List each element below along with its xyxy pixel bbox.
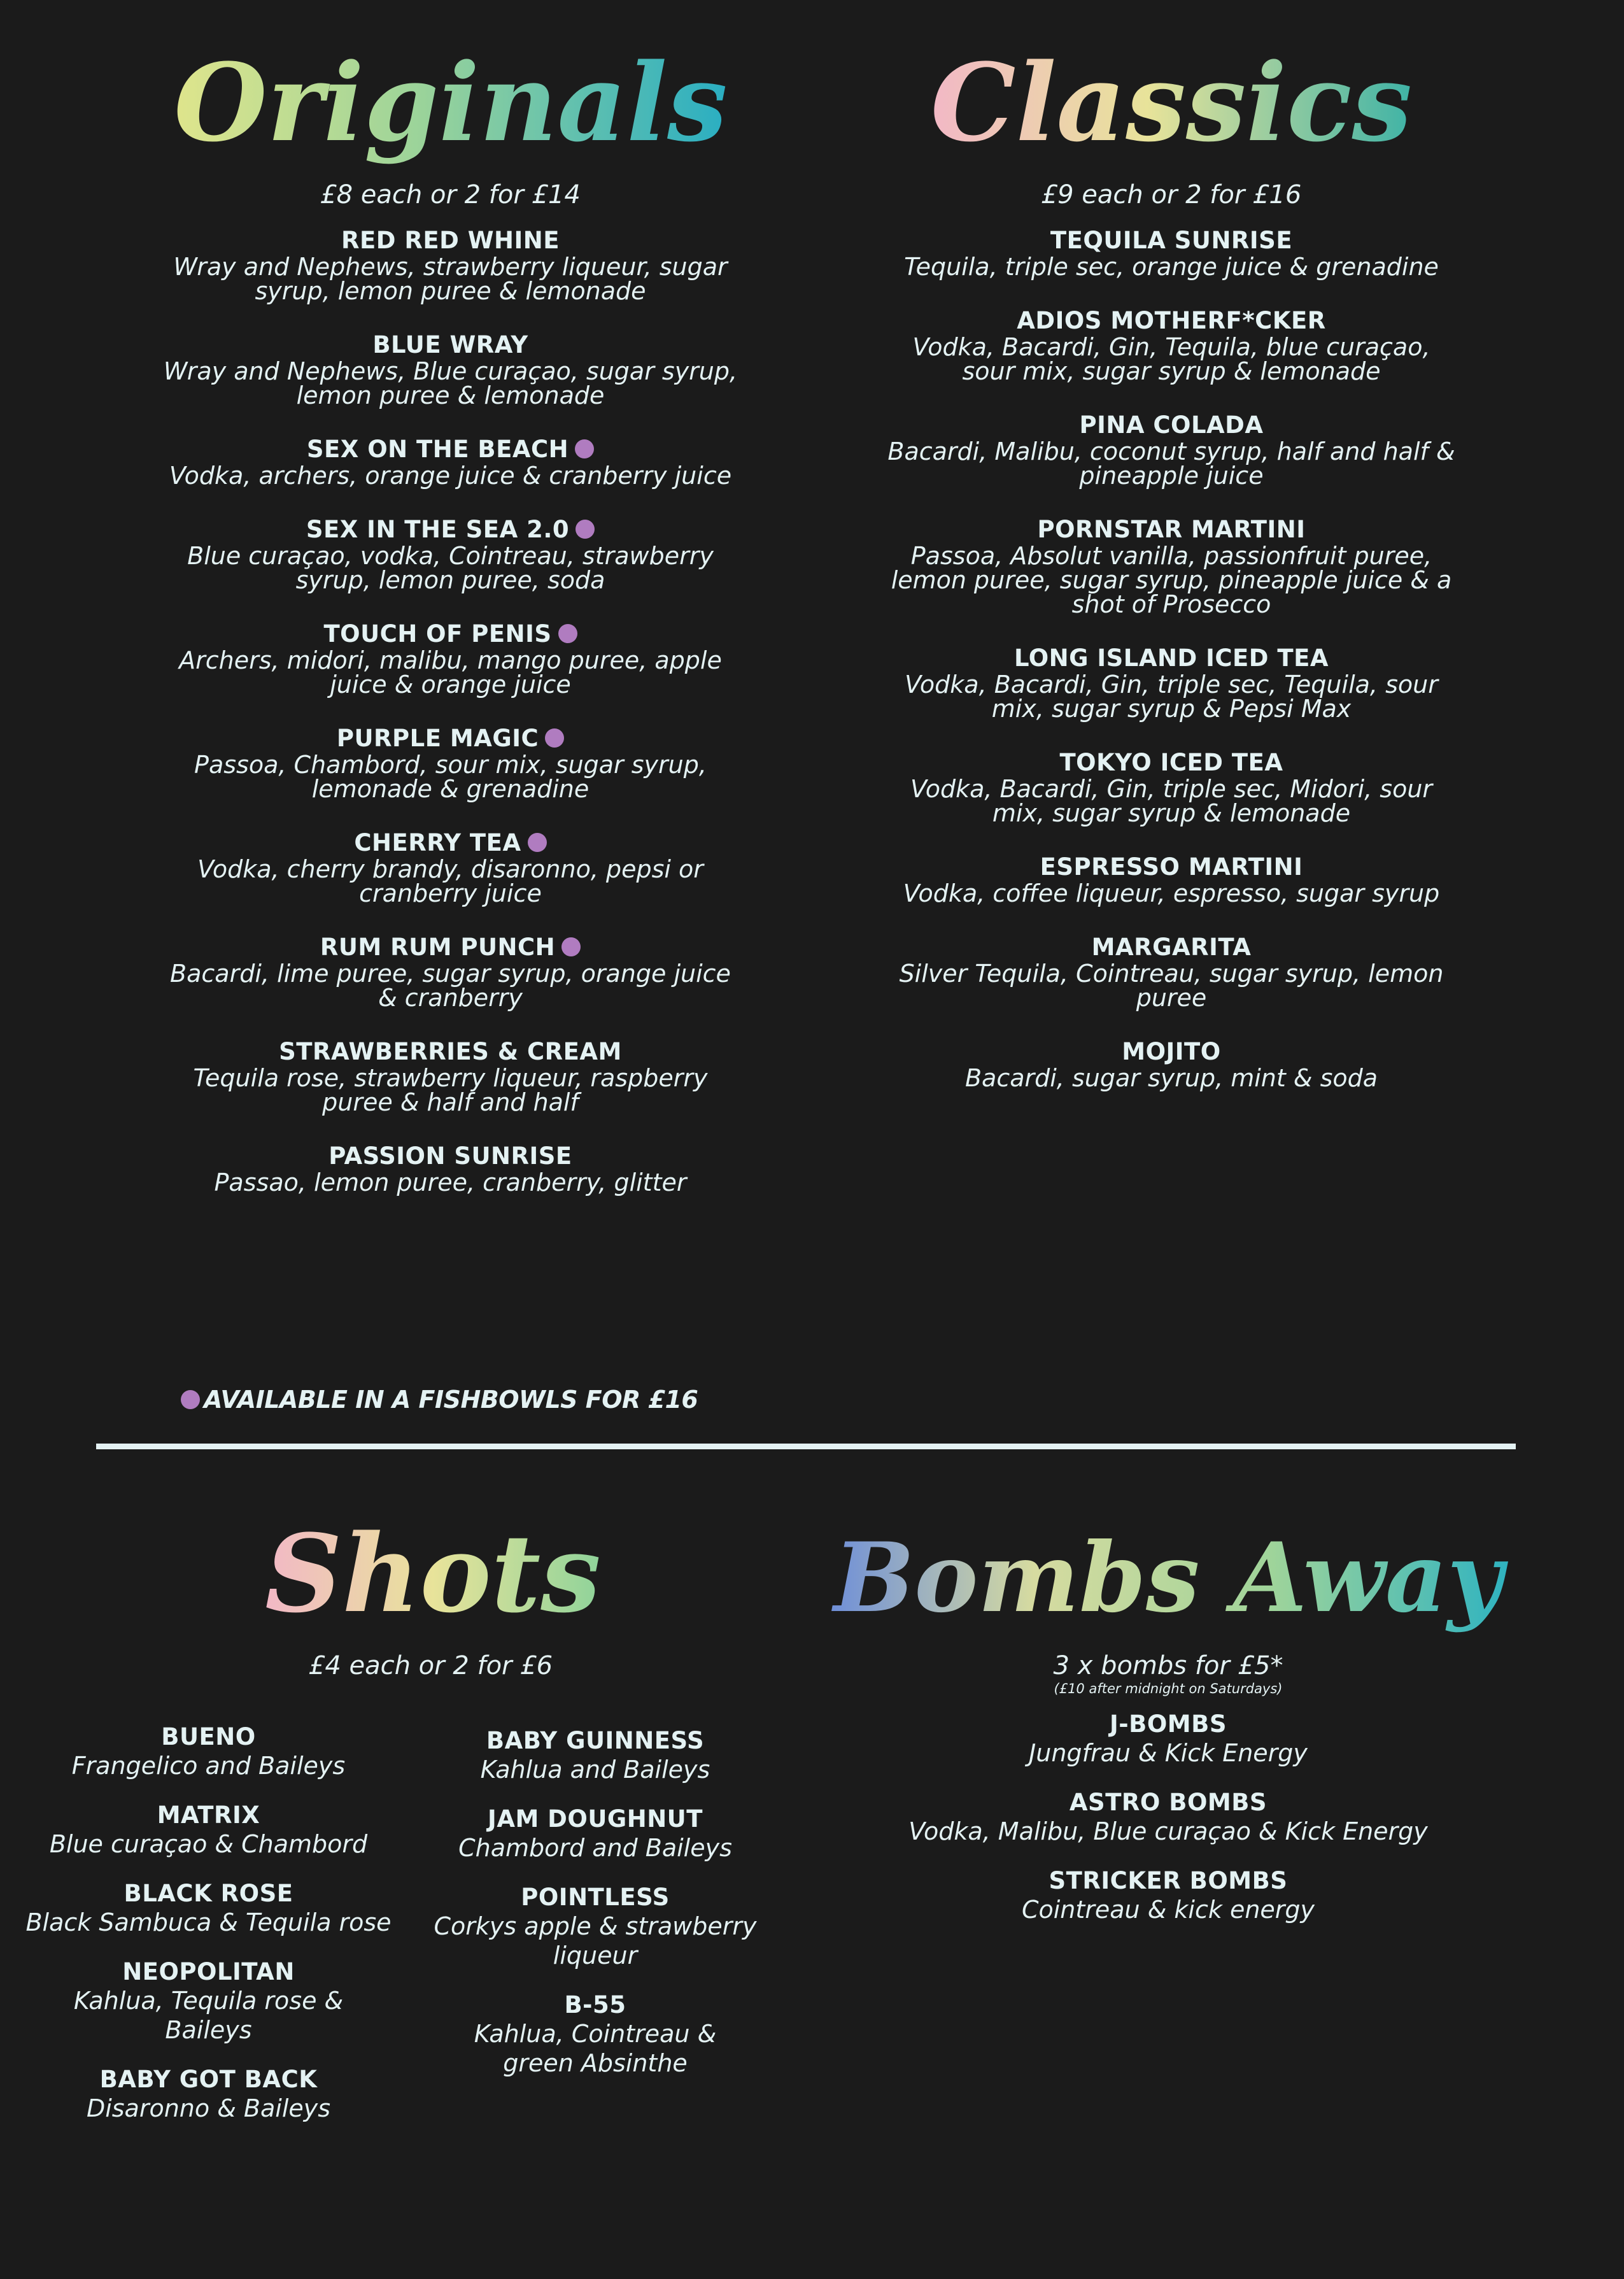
item-description-line: syrup, lemon puree & lemonade [255,277,646,305]
item-description-line: green Absinthe [503,2049,688,2077]
fishbowl-dot-icon [528,833,547,852]
item-name-text: ESPRESSO MARTINI [1040,853,1303,881]
menu-item [118,1038,783,1114]
item-description [118,962,783,1010]
fishbowl-dot-icon [545,728,564,748]
item-description-line: Blue curaçao, vodka, Cointreau, strawberry [187,542,714,570]
item-description-line: Frangelico and Baileys [71,1752,346,1780]
item-description-line: Kahlua, Tequila rose & [73,1987,344,2015]
menu-item [0,2066,417,2123]
item-description-line: Passoa, Absolut vanilla, passionfruit puree, [910,542,1432,570]
item-description-line: puree & half and half [322,1088,579,1116]
item-description-line: Disaronno & Baileys [86,2094,331,2122]
item-description-line: Tequila rose, strawberry liqueur, raspberry [193,1064,708,1092]
item-description [118,648,783,697]
item-description [388,1912,802,1970]
item-description-line: cranberry juice [359,879,542,907]
item-description [118,1170,783,1195]
bombs-price-note: (£10 after midnight on Saturdays) [1054,1681,1283,1696]
menu-item [0,1880,417,1937]
item-name-text: RUM RUM PUNCH [320,934,556,961]
item-name-text: NEOPOLITAN [122,1958,295,1985]
item-description-line: shot of Prosecco [1071,590,1271,618]
item-name-text: PASSION SUNRISE [328,1142,572,1170]
menu-item [388,1727,802,1784]
item-name [840,749,1502,777]
item-name-text: STRAWBERRIES & CREAM [279,1038,622,1065]
menu-item [118,516,783,592]
item-description-line: Vodka, coffee liqueur, espresso, sugar syrup [903,879,1440,907]
fishbowl-dot-icon [561,937,581,956]
item-name-text: BABY GUINNESS [486,1727,705,1754]
item-description [840,1066,1502,1090]
item-name [388,1884,802,1912]
item-name [118,516,783,544]
item-name [118,934,783,962]
item-name [0,1801,417,1829]
item-name [0,2066,417,2094]
bombs-section [833,1516,1503,1924]
item-name [118,1038,783,1066]
item-name [118,227,783,255]
originals-list [118,227,783,1195]
menu-item [118,1142,783,1195]
originals-title [173,39,728,172]
item-name [118,620,783,648]
fishbowl-dot-icon [558,624,577,643]
item-description [840,672,1502,721]
item-name-text: PINA COLADA [1079,411,1264,439]
item-name-text: TOKYO ICED TEA [1059,749,1283,776]
item-description [0,2094,417,2123]
fishbowl-dot-icon [575,520,595,539]
item-description [118,857,783,905]
svg-text:Classics: Classics [930,39,1413,166]
item-description-line: juice & orange juice [330,671,571,699]
item-description-line: Passao, lemon puree, cranberry, glitter [214,1168,687,1196]
item-description-line: lemon puree & lemonade [296,381,605,409]
menu-item [0,1723,417,1780]
item-description [118,1066,783,1114]
item-description-line: Vodka, Bacardi, Gin, triple sec, Tequila, sour [905,671,1438,699]
item-name-text: ADIOS MOTHERF*CKER [1017,307,1326,334]
fishbowl-dot-icon [181,1390,200,1409]
item-description-line: Wray and Nephews, Blue curaçao, sugar syrup, [163,357,738,385]
menu-item [840,644,1502,721]
item-name-text: SEX ON THE BEACH [306,436,569,463]
item-description [0,1751,417,1780]
shots-column-2 [388,1727,802,2078]
classics-list [840,227,1502,1090]
item-description-line: Silver Tequila, Cointreau, sugar syrup, lemon [899,960,1444,988]
item-description-line: Passoa, Chambord, sour mix, sugar syrup, [194,751,707,779]
menu-item [840,1789,1496,1846]
menu-item [840,411,1502,488]
item-name [840,307,1502,335]
item-name-text: JAM DOUGHNUT [488,1805,703,1833]
item-name [840,1789,1496,1817]
item-description [118,753,783,801]
item-description-line: Bacardi, Malibu, coconut syrup, half and half & [887,437,1455,465]
item-name-text: MATRIX [157,1801,260,1829]
item-description-line: sour mix, sugar syrup & lemonade [962,357,1381,385]
item-name-text: ASTRO BOMBS [1069,1789,1267,1816]
item-description [840,335,1502,383]
classics-section [840,39,1502,1092]
item-description [840,255,1502,279]
menu-item [118,436,783,488]
menu-item [118,829,783,905]
item-description-line: Archers, midori, malibu, mango puree, apple [179,646,722,674]
item-description-line: Bacardi, sugar syrup, mint & soda [964,1064,1378,1092]
fishbowl-note-text: AVAILABLE IN A FISHBOWLS FOR £16 [204,1386,698,1414]
item-description-line: Vodka, archers, orange juice & cranberry juice [169,462,732,490]
item-name-text: STRICKER BOMBS [1049,1867,1288,1894]
item-name [0,1880,417,1908]
item-name-text: PURPLE MAGIC [336,725,539,752]
menu-item [118,227,783,303]
item-name [118,1142,783,1170]
item-name-text: BUENO [161,1723,256,1750]
menu-item [840,1710,1496,1768]
item-description-line: syrup, lemon puree, soda [295,566,605,594]
item-name-text: MOJITO [1122,1038,1221,1065]
item-description-line: Cointreau & kick energy [1021,1896,1315,1924]
item-description-line: Vodka, Bacardi, Gin, triple sec, Midori, sour [910,775,1433,803]
fishbowl-footnote [181,1385,698,1414]
item-name-text: POINTLESS [521,1884,670,1911]
item-description-line: mix, sugar syrup & lemonade [992,799,1351,827]
item-description [118,359,783,408]
item-name [388,1991,802,2019]
item-description-line: pineapple juice [1079,462,1264,490]
svg-text:Originals: Originals [173,39,728,166]
item-description-line: Vodka, cherry brandy, disaronno, pepsi or [197,855,703,883]
item-description-line: mix, sugar syrup & Pepsi Max [991,695,1352,723]
item-name [840,1038,1502,1066]
fishbowl-dot-icon [575,439,594,458]
shots-price: £4 each or 2 for £6 [308,1651,553,1680]
menu-item [0,1801,417,1859]
item-description-line: lemon puree, sugar syrup, pineapple juice & a [891,566,1452,594]
item-description [388,1833,802,1863]
item-description-line: liqueur [553,1942,638,1970]
menu-item [840,227,1502,279]
item-name [840,411,1502,439]
item-description [388,1755,802,1784]
item-name-text: TOUCH OF PENIS [323,620,552,648]
item-name [840,1710,1496,1738]
item-name [388,1727,802,1755]
item-description [840,1895,1496,1924]
svg-text:Shots: Shots [265,1510,601,1636]
menu-item [840,307,1502,383]
item-name-text: RED RED WHINE [341,227,560,254]
shots-column-1 [0,1723,417,2123]
item-name [0,1723,417,1751]
item-description-line: Chambord and Baileys [458,1834,732,1862]
bombs-price: 3 x bombs for £5* [1053,1651,1283,1680]
menu-item [840,934,1502,1010]
menu-item [388,1884,802,1970]
shots-section [0,1510,828,1681]
item-name [388,1805,802,1833]
item-name [840,853,1502,881]
item-description-line: Baileys [165,2016,252,2044]
item-description [118,255,783,303]
item-description-line: Bacardi, lime puree, sugar syrup, orange juice [170,960,731,988]
item-description [840,962,1502,1010]
item-name [118,829,783,857]
menu-item [118,934,783,1010]
item-description [0,1908,417,1937]
menu-item [388,1805,802,1863]
item-description [118,464,783,488]
section-divider [96,1444,1516,1449]
item-name [840,1867,1496,1895]
item-name-text: MARGARITA [1091,934,1252,961]
menu-item [840,1867,1496,1924]
menu-item [0,1958,417,2045]
item-description [840,1738,1496,1768]
item-description [0,1986,417,2045]
menu-item [118,620,783,697]
item-description-line: Corkys apple & strawberry [434,1912,757,1940]
classics-price: £9 each or 2 for £16 [1041,180,1302,209]
item-description-line: Vodka, Bacardi, Gin, Tequila, blue curaçao, [912,333,1430,361]
item-name-text: TEQUILA SUNRISE [1050,227,1293,254]
item-description [840,544,1502,616]
item-description [0,1829,417,1859]
item-name [840,934,1502,962]
item-name [118,436,783,464]
item-name-text: LONG ISLAND ICED TEA [1013,644,1329,672]
menu-item [840,516,1502,616]
item-description-line: lemonade & grenadine [311,775,590,803]
item-description-line: Wray and Nephews, strawberry liqueur, sugar [173,253,728,281]
item-name-text: SEX IN THE SEA 2.0 [306,516,570,543]
item-description [840,881,1502,905]
item-description-line: Jungfrau & Kick Energy [1029,1739,1308,1767]
item-description-line: & cranberry [378,984,523,1012]
item-name [840,516,1502,544]
menu-item [840,853,1502,905]
item-name [118,331,783,359]
menu-item [388,1991,802,2078]
item-description-line: Blue curaçao & Chambord [49,1830,368,1858]
item-description-line: puree [1136,984,1207,1012]
item-name-text: J-BOMBS [1110,1710,1227,1738]
item-description-line: Vodka, Malibu, Blue curaçao & Kick Energy [908,1817,1428,1845]
bombs-list [840,1710,1496,1924]
item-name-text: BABY GOT BACK [99,2066,318,2093]
item-description-line: Tequila, triple sec, orange juice & grenadine [904,253,1439,281]
item-name [840,227,1502,255]
menu-item [118,331,783,408]
originals-price: £8 each or 2 for £14 [320,180,581,209]
item-name-text: PORNSTAR MARTINI [1037,516,1306,543]
item-description [840,439,1502,488]
item-description [840,1817,1496,1846]
item-description-line: Kahlua, Cointreau & [474,2020,717,2048]
menu-item [840,1038,1502,1090]
item-name-text: CHERRY TEA [354,829,521,856]
originals-section [118,39,783,1196]
menu-item [118,725,783,801]
classics-title [929,39,1413,172]
shots-title [242,1510,624,1643]
item-name [0,1958,417,1986]
item-description-line: Kahlua and Baileys [480,1756,710,1784]
item-name-text: BLACK ROSE [124,1880,293,1907]
item-name-text: B-55 [564,1991,626,2019]
item-description [118,544,783,592]
item-name [840,644,1502,672]
item-description [388,2019,802,2078]
item-description [840,777,1502,825]
item-name-text: BLUE WRAY [372,331,528,359]
menu-item [840,749,1502,825]
item-description-line: Black Sambuca & Tequila rose [25,1908,392,1936]
item-name [118,725,783,753]
bombs-title [833,1516,1503,1643]
svg-text:Bombs Away: Bombs Away [833,1522,1503,1634]
